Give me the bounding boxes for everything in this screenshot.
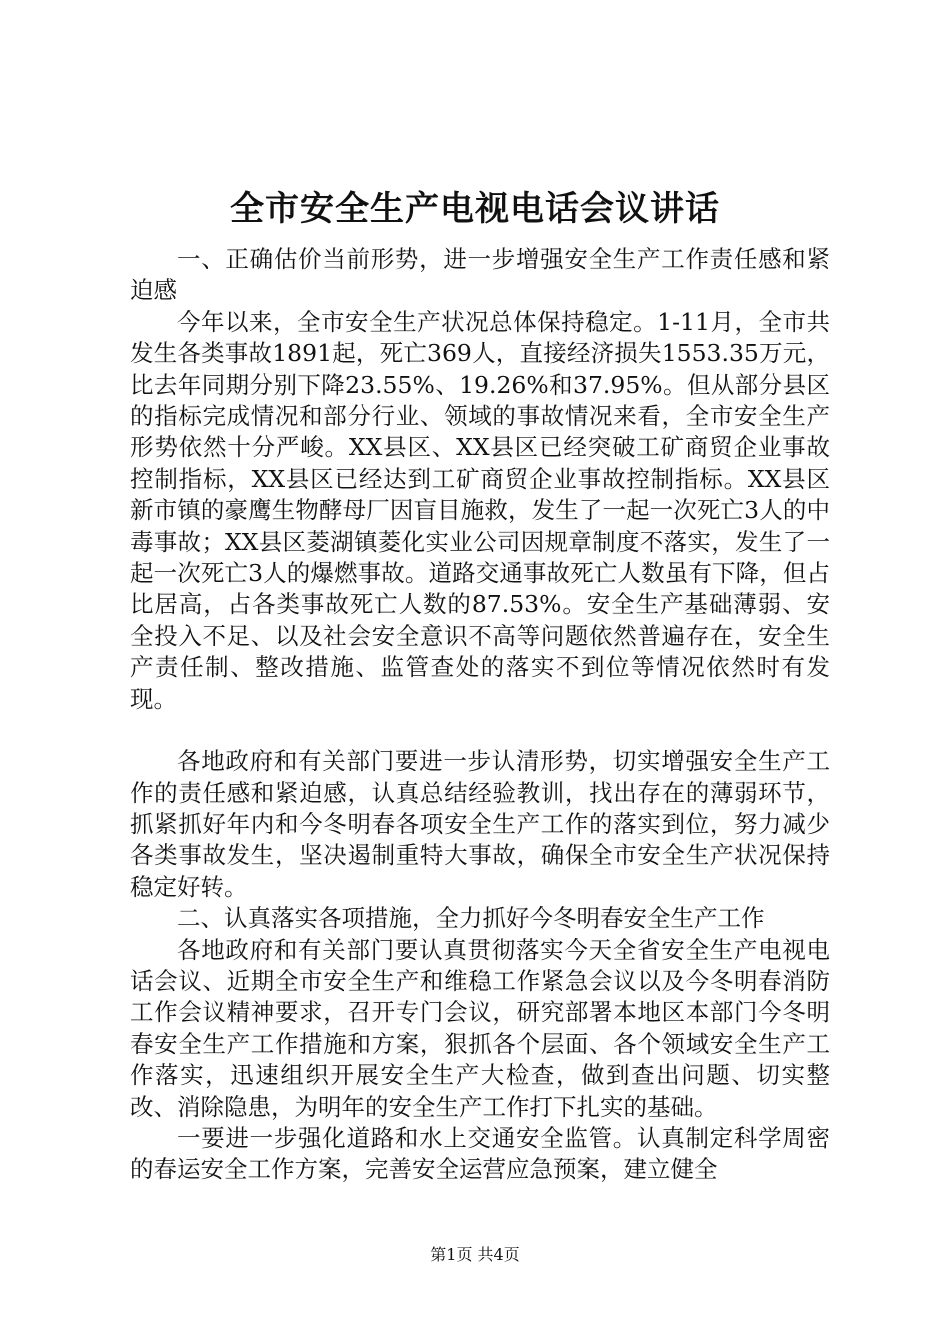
section-heading-1: 一、正确估价当前形势，进一步增强安全生产工作责任感和紧迫感 — [130, 245, 830, 305]
document-body — [130, 244, 830, 1186]
body-paragraph: 今年以来，全市安全生产状况总体保持稳定。1-11月，全市共发生各类事故1891起，死亡369人，直接经济损失1553.35万元，比去年同期分别下降23.55%、19.26%和37.95%。但从部分县区的指标完成情况和部分行业、领域的事故情况来看，全市安全生产形势依然十分严峻。XX县区、XX县区已经突破工矿商贸企业事故控制指标，XX县区已经达到工矿商贸企业事故控制指标。XX县区新市镇的豪鹰生物酵母厂因盲目施救，发生了一起一次死亡3人的中毒事故；XX县区菱湖镇菱化实业公司因规章制度不落实，发生了一起一次死亡3人的爆燃事故。道路交通事故死亡人数虽有下降，但占比居高，占各类事故死亡人数的87.53%。安全生产基础薄弱、安全投入不足、以及社会安全意识不高等问题依然普遍存在，安全生产责任制、整改措施、监管查处的落实不到位等情况依然时有发现。 — [130, 307, 830, 713]
body-paragraph: 各地政府和有关部门要认真贯彻落实今天全省安全生产电视电话会议、近期全市安全生产和维稳工作紧急会议以及今冬明春消防工作会议精神要求，召开专门会议，研究部署本地区本部门今冬明春安全生产工作措施和方案，狠抓各个层面、各个领域安全生产工作落实，迅速组织开展安全生产大检查，做到查出问题、切实整改、消除隐患，为明年的安全生产工作打下扎实的基础。 — [130, 935, 830, 1121]
section-heading-2: 二、认真落实各项措施，全力抓好今冬明春安全生产工作 — [177, 904, 765, 933]
body-paragraph: 各地政府和有关部门要进一步认清形势，切实增强安全生产工作的责任感和紧迫感，认真总结经验教训，找出存在的薄弱环节，抓紧抓好年内和今冬明春各项安全生产工作的落实到位，努力减少各类事故发生，坚决遏制重特大事故，确保全市安全生产状况保持稳定好转。 — [130, 747, 830, 901]
document-title: 全市安全生产电视电话会议讲话 — [230, 189, 720, 229]
body-paragraph: 一要进一步强化道路和水上交通安全监管。认真制定科学周密的春运安全工作方案，完善安全运营应急预案，建立健全 — [130, 1123, 830, 1184]
page-number-footer: 第1页 共4页 — [430, 1245, 520, 1264]
